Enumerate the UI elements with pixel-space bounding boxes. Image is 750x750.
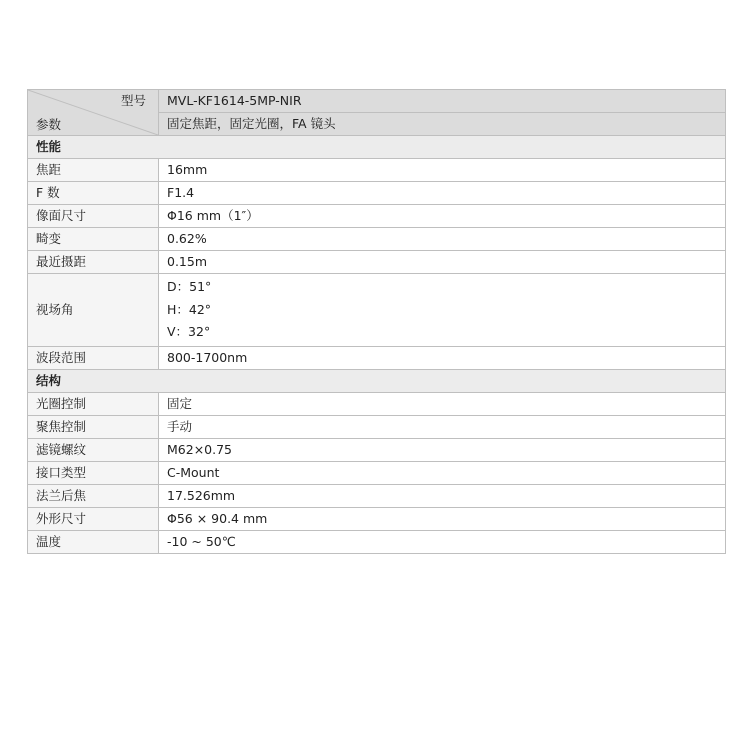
fov-vertical: V：32° — [167, 324, 211, 339]
fov-diagonal: D：51° — [167, 279, 212, 294]
row-value: C-Mount — [159, 461, 726, 484]
row-label: 畸变 — [28, 228, 159, 251]
row-label: 像面尺寸 — [28, 205, 159, 228]
spec-table — [27, 89, 726, 554]
fov-horizontal: H：42° — [167, 301, 212, 317]
row-label: 法兰后焦 — [28, 484, 159, 507]
header-row-model — [28, 90, 726, 113]
row-label: F 数 — [28, 182, 159, 205]
param-header-label: 参数 — [36, 117, 62, 132]
row-value: 0.62% — [159, 228, 726, 251]
row-value: F1.4 — [159, 182, 726, 205]
row-label: 接口类型 — [28, 461, 159, 484]
row-label: 聚焦控制 — [28, 415, 159, 438]
row-value: -10 ~ 50℃ — [159, 530, 726, 553]
table-row — [28, 415, 726, 438]
table-row — [28, 392, 726, 415]
row-value: Φ16 mm（1″） — [159, 205, 726, 228]
table-row — [28, 346, 726, 369]
table-row — [28, 205, 726, 228]
table-row — [28, 251, 726, 274]
table-row — [28, 484, 726, 507]
row-value: 16mm — [159, 159, 726, 182]
row-value: 手动 — [159, 415, 726, 438]
table-row — [28, 530, 726, 553]
row-label: 外形尺寸 — [28, 507, 159, 530]
table-row — [28, 159, 726, 182]
row-value: Φ56 × 90.4 mm — [159, 507, 726, 530]
row-label: 光圈控制 — [28, 392, 159, 415]
table-row — [28, 461, 726, 484]
model-value: MVL-KF1614-5MP-NIR — [159, 90, 726, 113]
row-value: 固定 — [159, 392, 726, 415]
row-label: 温度 — [28, 530, 159, 553]
row-value: 800-1700nm — [159, 346, 726, 369]
section-row-performance — [28, 136, 726, 159]
fov-values — [159, 274, 726, 347]
row-label: 焦距 — [28, 159, 159, 182]
row-label: 滤镜螺纹 — [28, 438, 159, 461]
table-row — [28, 438, 726, 461]
row-label-fov: 视场角 — [28, 274, 159, 347]
row-value: 0.15m — [159, 251, 726, 274]
model-header-label: 型号 — [120, 93, 146, 108]
row-value: M62×0.75 — [159, 438, 726, 461]
row-label: 波段范围 — [28, 346, 159, 369]
table-row — [28, 182, 726, 205]
diagonal-header-cell — [28, 90, 159, 136]
section-title-structure: 结构 — [28, 369, 726, 392]
param-value: 固定焦距，固定光圈，FA 镜头 — [159, 113, 726, 136]
table-row — [28, 507, 726, 530]
section-row-structure — [28, 369, 726, 392]
row-value: 17.526mm — [159, 484, 726, 507]
section-title-performance: 性能 — [28, 136, 726, 159]
table-row-fov — [28, 274, 726, 347]
row-label: 最近摄距 — [28, 251, 159, 274]
table-row — [28, 228, 726, 251]
